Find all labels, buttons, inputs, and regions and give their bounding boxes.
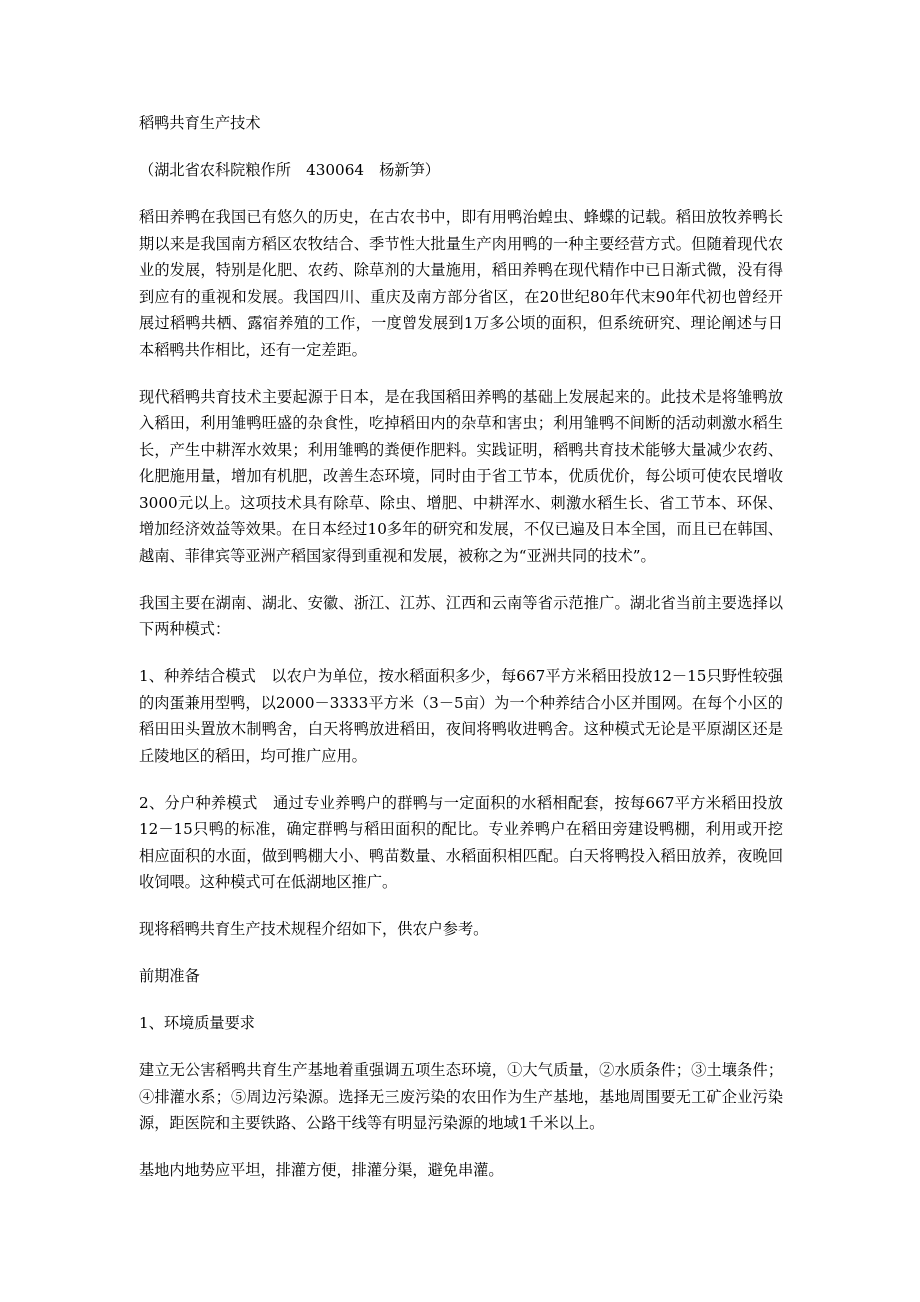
subsection-heading-environment: 1、环境质量要求 [139, 1014, 255, 1032]
paragraph-mode-2: 2、分户种养模式 通过专业养鸭户的群鸭与一定面积的水稻相配套，按每667平方米稻田投放12－15只鸭的标准，确定群鸭与稻田面积的配比。专业养鸭户在稻田旁建设鸭棚，利用或开挖相应面积的水面，做到鸭棚大小、鸭苗数量、水稻面积相匹配。白天将鸭投入稻田放养，夜晚回收饲喂。这种模式可在低湖地区推广。 [139, 793, 783, 891]
paragraph-terrain: 基地内地势应平坦，排灌方便，排灌分渠，避免串灌。 [139, 1161, 504, 1179]
paragraph-introduction: 现将稻鸭共育生产技术规程介绍如下，供农户参考。 [139, 920, 489, 938]
section-heading-preparation: 前期准备 [139, 967, 200, 985]
paragraph-intro-history: 稻田养鸭在我国已有悠久的历史，在古农书中，即有用鸭治蝗虫、蜂蝶的记载。稻田放牧养鸭长期以来是我国南方稻区农牧结合、季节性大批量生产肉用鸭的一种主要经营方式。但随着现代农业的发展，特别是化肥、农药、除草剂的大量施用，稻田养鸭在现代精作中已日渐式微，没有得到应有的重视和发展。我国四川、重庆及南方部分省区，在20世纪80年代末90年代初也曾经开展过稻鸭共栖、露宿养殖的工作，一度曾发展到1万多公顷的面积，但系统研究、理论阐述与日本稻鸭共作相比，还有一定差距。 [139, 208, 783, 359]
document-title: 稻鸭共育生产技术 [139, 114, 261, 132]
author-line: （湖北省农科院粮作所 430064 杨新笋） [139, 161, 440, 179]
paragraph-promotion: 我国主要在湖南、湖北、安徽、浙江、江苏、江西和云南等省示范推广。湖北省当前主要选择以下两种模式： [139, 593, 783, 638]
document-page [139, 110, 783, 1204]
paragraph-mode-1: 1、种养结合模式 以农户为单位，按水稻面积多少，每667平方米稻田投放12－15只野性较强的肉蛋兼用型鸭，以2000－3333平方米（3－5亩）为一个种养结合小区并围网。在每个小区的稻田田头置放木制鸭舍，白天将鸭放进稻田，夜间将鸭收进鸭舍。这种模式无论是平原湖区还是丘陵地区的稻田，均可推广应用。 [139, 667, 783, 765]
paragraph-technique-origin: 现代稻鸭共育技术主要起源于日本，是在我国稻田养鸭的基础上发展起来的。此技术是将雏鸭放入稻田，利用雏鸭旺盛的杂食性，吃掉稻田内的杂草和害虫；利用雏鸭不间断的活动刺激水稻生长，产生中耕浑水效果；利用雏鸭的粪便作肥料。实践证明，稻鸭共育技术能够大量减少农药、化肥施用量，增加有机肥，改善生态环境，同时由于省工节本，优质优价，每公顷可使农民增收3000元以上。这项技术具有除草、除虫、增肥、中耕浑水、刺激水稻生长、省工节本、环保、增加经济效益等效果。在日本经过10多年的研究和发展，不仅已遍及日本全国，而且已在韩国、越南、菲律宾等亚洲产稻国家得到重视和发展，被称之为“亚洲共同的技术”。 [139, 387, 783, 565]
paragraph-environment-requirements: 建立无公害稻鸭共育生产基地着重强调五项生态环境，①大气质量，②水质条件；③土壤条件；④排灌水系；⑤周边污染源。选择无三废污染的农田作为生产基地，基地周围要无工矿企业污染源，距医院和主要铁路、公路干线等有明显污染源的地域1千米以上。 [139, 1061, 783, 1132]
